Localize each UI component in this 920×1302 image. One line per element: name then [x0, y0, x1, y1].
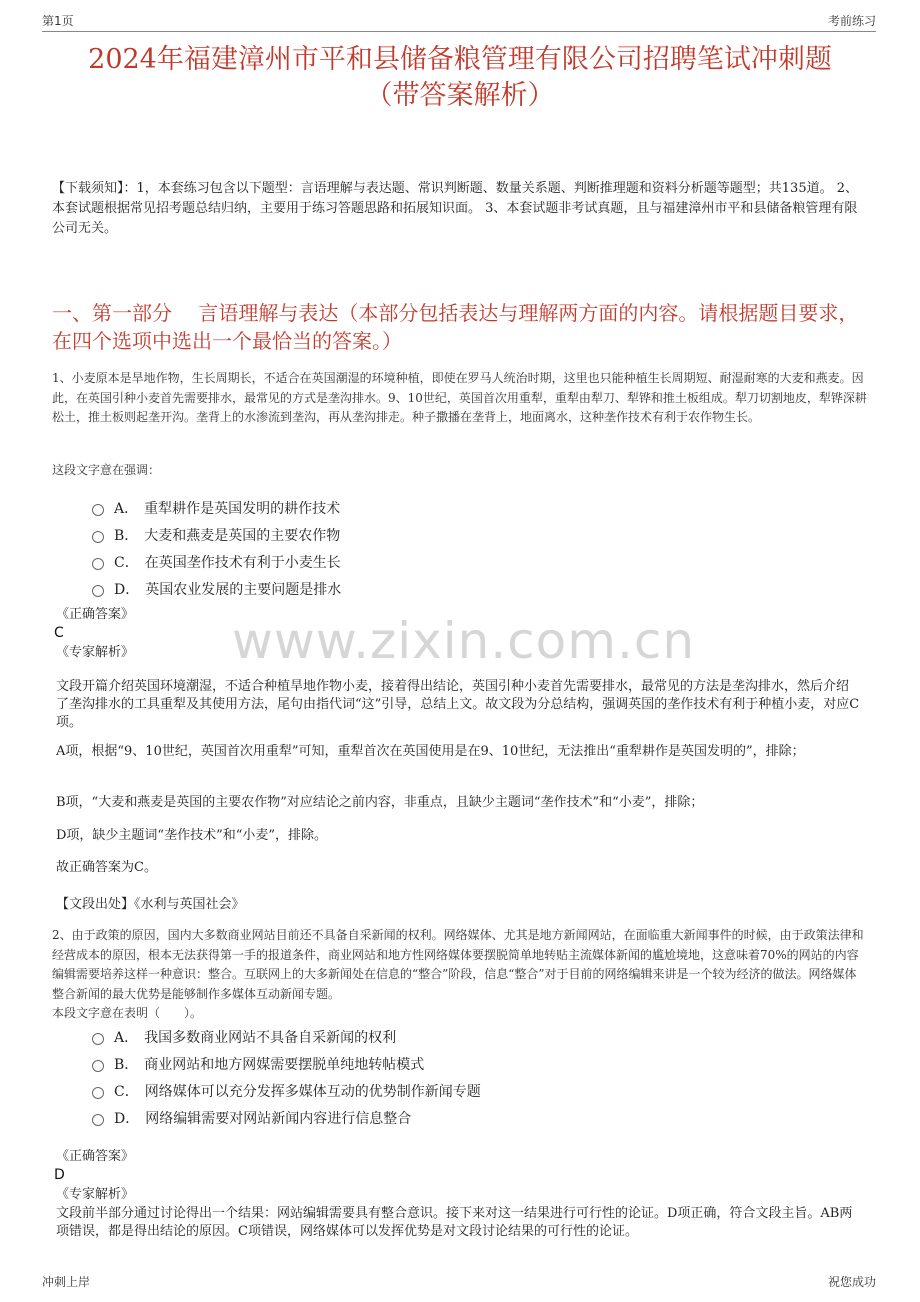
title-line-1: 2024年福建漳州市平和县储备粮管理有限公司招聘笔试冲刺题: [88, 44, 832, 75]
q1-analysis-para: 故正确答案为C。: [56, 860, 157, 875]
download-notice: 【下载须知】：1，本套练习包含以下题型：言语理解与表达题、常识判断题、数量关系题、判断推理题和资料分析题等题型；共135道。 2、本套试题根据常见招考题总结归纳，主要用于练习答题思路和拓展知识面。 3、本套试题非考试真题，且与福建漳州市平和县储备粮管理有限公司无关。: [52, 181, 858, 236]
radio-icon[interactable]: [92, 1060, 104, 1072]
radio-icon[interactable]: [92, 1033, 104, 1045]
q1-analysis-para: B项，“大麦和燕麦是英国的主要农作物”对应结论之前内容，非重点，且缺少主题词“垄作技术”和“小麦”，排除；: [56, 795, 704, 810]
q1-answer: C: [54, 625, 64, 641]
radio-icon[interactable]: [92, 1087, 104, 1099]
q1-analysis-label: 《专家解析》: [56, 645, 135, 660]
q1-source: 【文段出处】《水利与英国社会》: [56, 897, 245, 912]
radio-icon[interactable]: [92, 504, 104, 516]
footer-left: 冲刺上岸: [42, 1275, 91, 1289]
q2-option-c[interactable]: C． 网络媒体可以充分发挥多媒体互动的优势制作新闻专题: [92, 1077, 792, 1104]
radio-icon[interactable]: [92, 1114, 104, 1126]
radio-icon[interactable]: [92, 585, 104, 597]
document-title: [40, 42, 880, 114]
header-divider: [42, 31, 876, 32]
question-2-prompt: 本段文字意在表明（ ）。: [52, 1006, 203, 1020]
radio-icon[interactable]: [92, 558, 104, 570]
section-heading: 一、第一部分 言语理解与表达（本部分包括表达与理解两方面的内容。请根据题目要求，在四个选项中选出一个最恰当的答案。）: [52, 301, 859, 353]
q2-option-d[interactable]: D． 网络编辑需要对网站新闻内容进行信息整合: [92, 1104, 792, 1131]
q2-option-a[interactable]: A． 我国多数商业网站不具备自采新闻的权利: [92, 1023, 792, 1050]
q1-option-a[interactable]: A． 重犁耕作是英国发明的耕作技术: [92, 494, 792, 521]
q1-analysis-para: A项，根据“9、10世纪，英国首次用重犁”可知，重犁首次在英国使用是在9、10世纪，无法推出“重犁耕作是英国发明的”，排除；: [56, 744, 805, 759]
watermark: www.zixin.com.cn: [232, 612, 696, 670]
footer-right: 祝您成功: [827, 1275, 876, 1289]
radio-icon[interactable]: [92, 531, 104, 543]
q1-option-c[interactable]: C． 在英国垄作技术有利于小麦生长: [92, 548, 792, 575]
q2-answer: D: [54, 1167, 65, 1183]
title-line-2: （带答案解析）: [365, 80, 555, 111]
q1-analysis-para: 文段开篇介绍英国环境潮湿，不适合种植旱地作物小麦，接着得出结论，英国引种小麦首先需要排水，最常见的方法是垄沟排水，然后介绍了垄沟排水的工具重犁及其使用方法，尾句由指代词“这”引导，总结上文。故文段为分总结构，强调英国的垄作技术有利于种植小麦，对应C项。: [56, 679, 860, 730]
q1-option-d[interactable]: D． 英国农业发展的主要问题是排水: [92, 575, 792, 602]
question-1-text: 1、小麦原本是旱地作物，生长周期长，不适合在英国潮湿的环境种植，即使在罗马人统治时期，这里也只能种植生长周期短、耐湿耐寒的大麦和燕麦。因此，在英国引种小麦首先需要排水，最常见的方式是垄沟排水。9、10世纪，英国首次用重犁，重犁由犁刀、犁铧和推土板组成。犁刀切割地皮，犁铧深耕松土，推土板则起垄开沟。垄背上的水渗流到垄沟，再从垄沟排走。种子撒播在垄背上，地面离水，这种垄作技术有利于农作物生长。: [52, 371, 867, 424]
question-2-text: 2、由于政策的原因，国内大多数商业网站目前还不具备自采新闻的权利。网络媒体、尤其是地方新闻网站，在面临重大新闻事件的时候，由于政策法律和经营成本的原因，根本无法获得第一手的报道条件，商业网站和地方性网络媒体要摆脱简单地转贴主流媒体新闻的尴尬境地，这意味着70%的网站的内容编辑需要培养这样一种意识：整合。互联网上的大多新闻处在信息的“整合”阶段，信息“整合”对于目前的网络编辑来讲是一个较为经济的做法。网络媒体整合新闻的最大优势是能够制作多媒体互动新闻专题。: [52, 928, 864, 1001]
question-1-prompt: 这段文字意在强调：: [52, 463, 161, 477]
q2-option-b[interactable]: B． 商业网站和地方网媒需要摆脱单纯地转帖模式: [92, 1050, 792, 1077]
page-number: 第1页: [42, 14, 74, 28]
header-label: 考前练习: [827, 14, 876, 28]
q2-answer-label: 《正确答案》: [56, 1149, 135, 1164]
q2-analysis-para: 文段前半部分通过讨论得出一个结果：网站编辑需要具有整合意识。接下来对这一结果进行可行性的论证。D项正确，符合文段主旨。AB两项错误，都是得出结论的原因。C项错误，网络媒体可以发挥优势是对文段讨论结果的可行性的论证。: [56, 1206, 853, 1239]
q1-option-b[interactable]: B． 大麦和燕麦是英国的主要农作物: [92, 521, 792, 548]
q1-answer-label: 《正确答案》: [56, 607, 135, 622]
question-2-options: [92, 1023, 792, 1131]
q2-analysis-label: 《专家解析》: [56, 1187, 135, 1202]
question-1-options: [92, 494, 792, 602]
q1-analysis-para: D项，缺少主题词“垄作技术”和“小麦”，排除。: [56, 828, 328, 843]
